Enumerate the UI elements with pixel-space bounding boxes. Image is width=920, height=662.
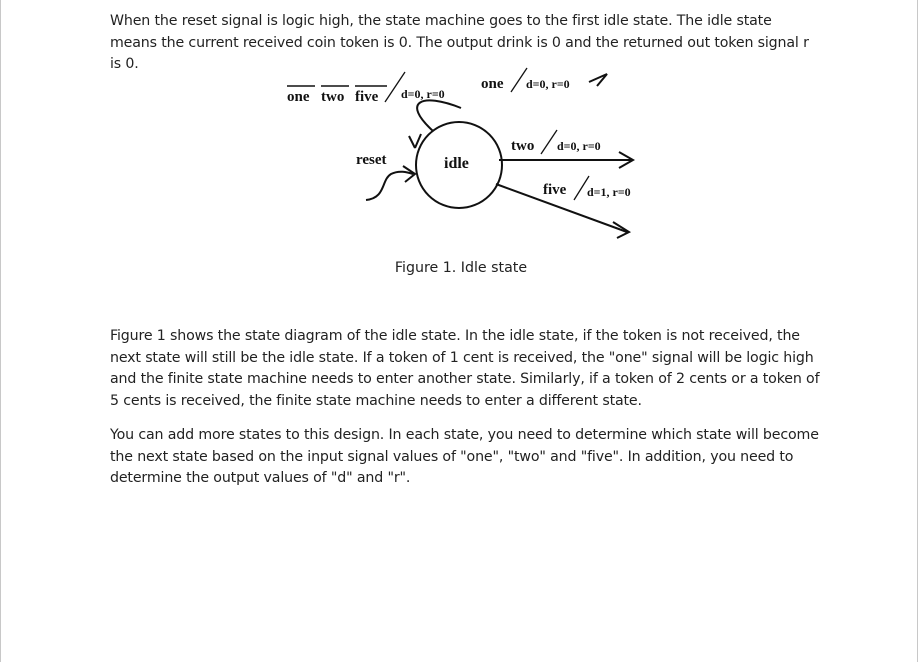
reset-arrow [366, 172, 413, 200]
intro-paragraph: When the reset signal is logic high, the state machine goes to the first idle state. The idle state means the current received coin token is 0. The output drink is 0 and the returned out token signal r is 0. [110, 13, 809, 72]
self-loop-input-one: one [287, 89, 310, 105]
figure-caption: Figure 1. Idle state [394, 260, 528, 276]
paragraph-2: Figure 1 shows the state diagram of the idle state. In the idle state, if the token is not received, the next state will still be the idle state. If a token of 1 cent is received, the "one" signal will be logic high and the finite state machine needs to enter another state. Similarly, if a token of 2 cents or a token of 5 cents is received, the finite state machine needs to enter a different state. [110, 328, 820, 409]
reset-arrowhead [403, 166, 415, 182]
transition-five-input: five [543, 182, 567, 198]
self-loop-label [287, 72, 445, 105]
transition-five-outputs: d=1, r=0 [587, 185, 631, 199]
idle-state-label: idle [444, 155, 469, 172]
self-loop-arrowhead [409, 134, 421, 148]
transition-one [481, 68, 607, 92]
transition-five [496, 176, 631, 238]
transition-two-outputs: d=0, r=0 [557, 139, 601, 153]
transition-one-arrowhead [589, 74, 607, 86]
reset-label: reset [356, 152, 387, 168]
paragraph-3: You can add more states to this design. In each state, you need to determine which state will become the next state based on the input signal values of "one", "two" and "five". In addition, you need to determine the output values of "d" and "r". [110, 427, 819, 486]
self-loop-input-five: five [355, 89, 379, 105]
transition-one-outputs: d=0, r=0 [526, 77, 570, 91]
transition-two [499, 130, 633, 168]
transition-two-input: two [511, 138, 535, 154]
idle-state-diagram [271, 62, 651, 252]
self-loop-outputs: d=0, r=0 [401, 87, 445, 101]
self-loop-input-two: two [321, 89, 345, 105]
transition-one-input: one [481, 76, 504, 92]
